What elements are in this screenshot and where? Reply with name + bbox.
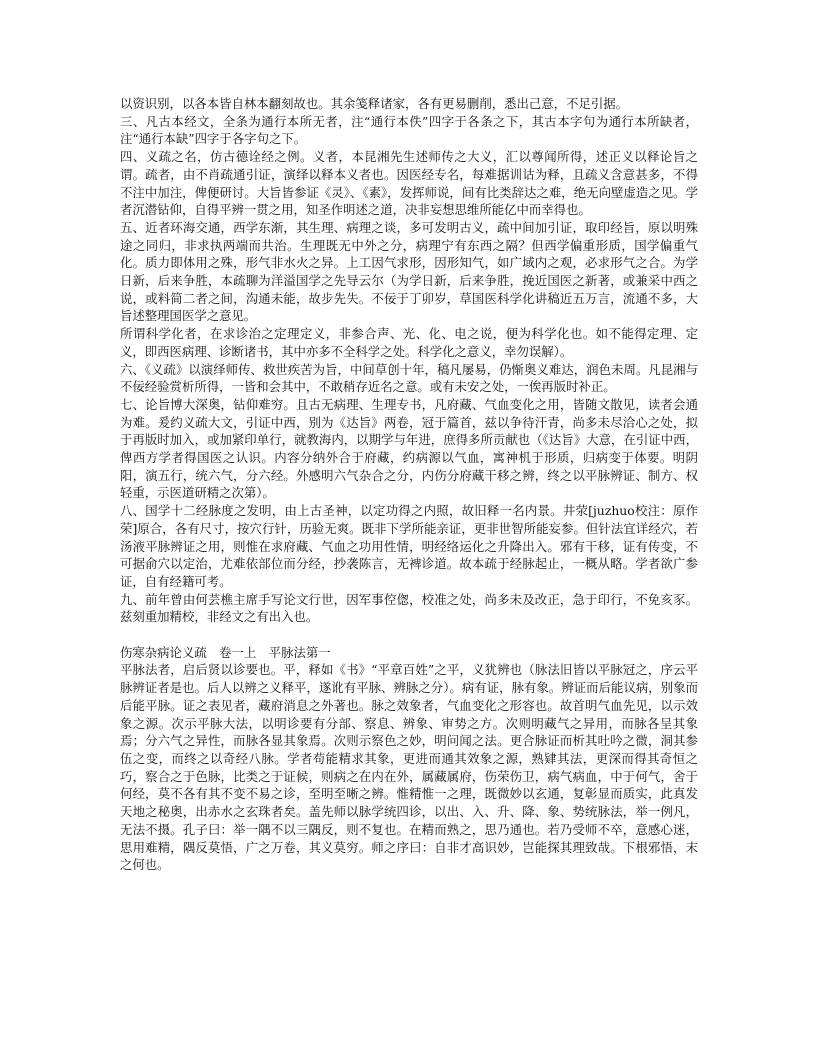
document-text [120, 95, 698, 874]
preface-item-8: 八、国学十二经脉度之发明，由上古圣神，以定功得之内照，故旧释一名内景。井荥[juzhuo校注：原作荣]原合，各有尺寸，按穴行针，历验无爽。既非下学所能亲证，更非世智所能妄参。但针法宜详经穴，若汤液平脉辨证之用，则惟在求府藏、气血之功用性情，明经络运化之升降出入。邪有干移，证有传变，不可据俞穴以定治，尤难依部位而分经，抄袭陈言，无裨诊道。故本疏于经脉起止，一概从略。学者欲广参证，自有经籍可考。 [120, 503, 698, 589]
preface-item-3: 三、凡古本经文，全条为通行本所无者，注“通行本佚”四字于各条之下，其古本字句为通行本所缺者，注“通行本缺”四字于各字句之下。 [120, 113, 698, 147]
preface-paragraph: 以资识别，以各本皆自林本翻刻故也。其余笺释诸家，各有更易删削，悉出己意，不足引据。 [120, 96, 629, 111]
chapter-paragraph: 平脉法者，启后贤以诊要也。平，释如《书》“平章百姓”之平，义犹辨也（脉法旧皆以平脉冠之，序云平脉辨证者是也。后人以辨之义释平，遂讹有平脉、辨脉之分）。病有证，脉有象。辨证而后能议病，别象而后能平脉。证之表见者，藏府消息之外著也。脉之效象者，气血变化之形容也。故首明气血先见，以示效象之源。次示平脉大法，以明诊要有分部、察息、辨象、审势之方。次则明藏气之异用，而脉各呈其象焉；分六气之异性，而脉各显其象焉。次则示察色之妙，明问闻之法。更合脉证而析其吐吟之微，洞其参伍之变，而终之以奇经八脉。学者苟能精求其象，更进而通其效象之源，熟肄其法，更深而得其奇恒之巧，察合之于色脉，比类之于证候，则病之在内在外，属藏属府，伤荣伤卫，病气病血，中于何气，舍于何经，莫不各有其不变不易之诊，至明至晰之辨。惟精惟一之理，既微妙以玄通，复彰显而质实，此真发天地之秘奥，出赤水之玄珠者矣。盖先师以脉学统四诊，以出、入、升、降、象、势统脉法，举一例凡，无法不摄。孔子曰：举一隅不以三隅反，则不复也。在精而熟之，思乃通也。若乃受师不卒，意感心迷，思用难精，隅反莫悟，广之万卷，其义莫穷。师之序曰：自非才高识妙，岂能探其理致哉。下根邪悟，末之何也。 [120, 662, 698, 873]
section-spacer [120, 626, 698, 644]
preface-item-4: 四、义疏之名，仿古德诠经之例。义者，本昆湘先生述师传之大义，汇以尊闻所得，述正义以释论旨之谓。疏者，由不肖疏通引证，演绎以释本义者也。因医经专名，每难据训诂为释，且疏义含意甚多，不得不注中加注，俾便研讨。大旨皆参证《灵》、《素》，发挥师说，间有比类辞达之难，绝无向壁虚造之见。学者沉潜钻仰，自得平辨一贯之用，知圣作明述之道，决非妄想思维所能亿中而幸得也。 [120, 149, 698, 218]
preface-item-7: 七、论旨博大深奥，钻仰难穷。且古无病理、生理专书，凡府藏、气血变化之用，皆随文散见，读者会通为难。爰约义疏大文，引证中西，别为《达旨》两卷，冠于篇首，兹以争待汗青，尚多未尽洽心之处，拟于再版时加入，或加紧印单行，就教海内，以期学与年进，庶得多所贡献也（《达旨》大意，在引证中西，俾西方学者得国医之认识。内容分纳外合于府藏，约病源以气血，寓神机于形质，归病变于体要。明阴阳，演五行，统六气，分六经。外感明六气杂合之分，内伤分府藏干移之辨，终之以平脉辨证、制方、权轻重，示医道研精之次第）。 [120, 396, 698, 501]
chapter-heading: 伤寒杂病论义疏 卷一上 平脉法第一 [120, 644, 331, 660]
preface-item-5: 五、近者环海交通，西学东渐，其生理、病理之谈，多可发明古义，疏中间加引证，取印经旨，原以明殊途之同归，非求执两端而共治。生理既无中外之分，病理宁有东西之隔？但西学偏重形质，国学偏重气化。质力即体用之殊，形气非水火之异。上工因气求形，因形知气，如广域内之观，必求形气之合。为学日新，后来争胜，本疏聊为洋溢国学之先导云尔（为学日新，后来争胜，挽近国医之新著，或兼采中西之说，或料简二者之间，沟通未能，故步先失。不佞于丁卯岁，草国医科学化讲稿近五万言，流通不多，大旨述整理国医学之意见。 [120, 219, 698, 324]
preface-item-6: 六、《义疏》以演绎师传、救世疾苦为旨，中间草创十年，稿凡屡易，仍惭奥义难达，润色未周。凡昆湘与不佞经验赏析所得，一皆和会其中，不敢稍存近名之意。或有未安之处，一俟再版时补正。 [120, 361, 698, 395]
preface-item-5-continued: 所谓科学化者，在求诊治之定理定义，非参合声、光、化、电之说，便为科学化也。如不能得定理、定义，即西医病理、诊断诸书，其中亦多不全科学之处。科学化之意义，幸勿误解）。 [120, 326, 698, 359]
preface-item-9: 九、前年曾由何芸樵主席手写论文行世，因军事倥偬，校准之处，尚多未及改正，急于印行，不免亥豕。兹刻重加精校，非经文之有出入也。 [120, 591, 698, 625]
